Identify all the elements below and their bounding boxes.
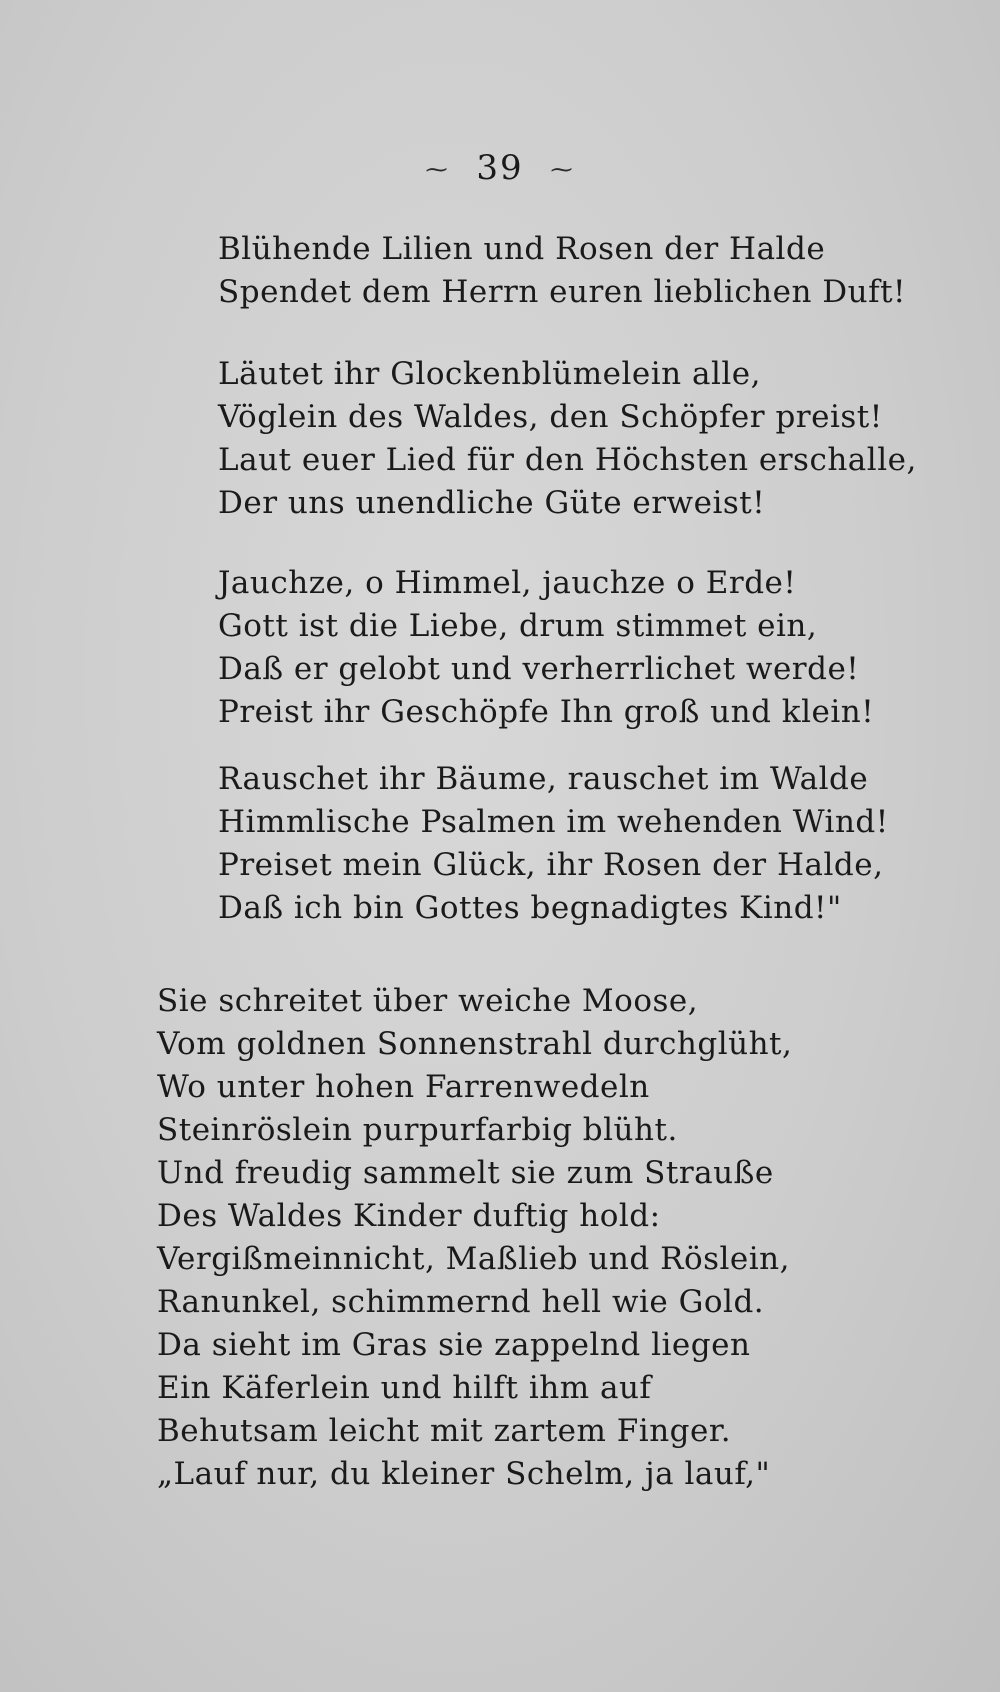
narrative-line: Des Waldes Kinder duftig hold: — [157, 1198, 661, 1234]
narrative-line: „Lauf nur, du kleiner Schelm, ja lauf," — [157, 1456, 771, 1492]
stanza-1 — [218, 228, 908, 314]
right-ornament-icon: ⁓ — [550, 157, 575, 183]
verse-line: Himmlische Psalmen im wehenden Wind! — [218, 804, 889, 840]
narrative-line: Steinröslein purpurfarbig blüht. — [157, 1112, 678, 1148]
stanza-3 — [218, 562, 908, 734]
narrative-line: Vergißmeinnicht, Maßlieb und Röslein, — [157, 1241, 791, 1277]
narrative-line: Da sieht im Gras sie zappelnd liegen — [157, 1327, 751, 1363]
left-ornament-icon: ⁓ — [425, 157, 450, 183]
verse-line: Spendet dem Herrn euren lieblichen Duft! — [218, 274, 907, 310]
verse-line: Rauschet ihr Bäume, rauschet im Walde — [218, 761, 869, 797]
verse-line: Preist ihr Geschöpfe Ihn groß und klein! — [218, 694, 875, 730]
verse-line: Blühende Lilien und Rosen der Halde — [218, 231, 826, 267]
verse-line: Jauchze, o Himmel, jauchze o Erde! — [218, 565, 797, 601]
narrative-line: Sie schreitet über weiche Moose, — [157, 983, 699, 1019]
stanza-4 — [218, 758, 908, 930]
verse-line: Läutet ihr Glockenblümelein alle, — [218, 356, 761, 392]
verse-line: Vöglein des Waldes, den Schöpfer preist! — [218, 399, 883, 435]
verse-line: Daß ich bin Gottes begnadigtes Kind!" — [218, 890, 842, 926]
page-number: 39 — [476, 148, 524, 188]
narrative-line: Ranunkel, schimmernd hell wie Gold. — [157, 1284, 765, 1320]
verse-line: Der uns unendliche Güte erweist! — [218, 485, 766, 521]
page-header — [0, 148, 1000, 188]
narrative-line: Und freudig sammelt sie zum Strauße — [157, 1155, 774, 1191]
narrative-line: Vom goldnen Sonnenstrahl durchglüht, — [157, 1026, 793, 1062]
narrative-line: Behutsam leicht mit zartem Finger. — [157, 1413, 732, 1449]
verse-line: Daß er gelobt und verherrlichet werde! — [218, 651, 860, 687]
narrative-block — [157, 980, 857, 1496]
verse-line: Gott ist die Liebe, drum stimmet ein, — [218, 608, 818, 644]
narrative-line: Ein Käferlein und hilft ihm auf — [157, 1370, 652, 1406]
verse-line: Laut euer Lied für den Höchsten erschalle, — [218, 442, 917, 478]
stanza-2 — [218, 353, 917, 525]
verse-line: Preiset mein Glück, ihr Rosen der Halde, — [218, 847, 884, 883]
narrative-line: Wo unter hohen Farrenwedeln — [157, 1069, 650, 1105]
